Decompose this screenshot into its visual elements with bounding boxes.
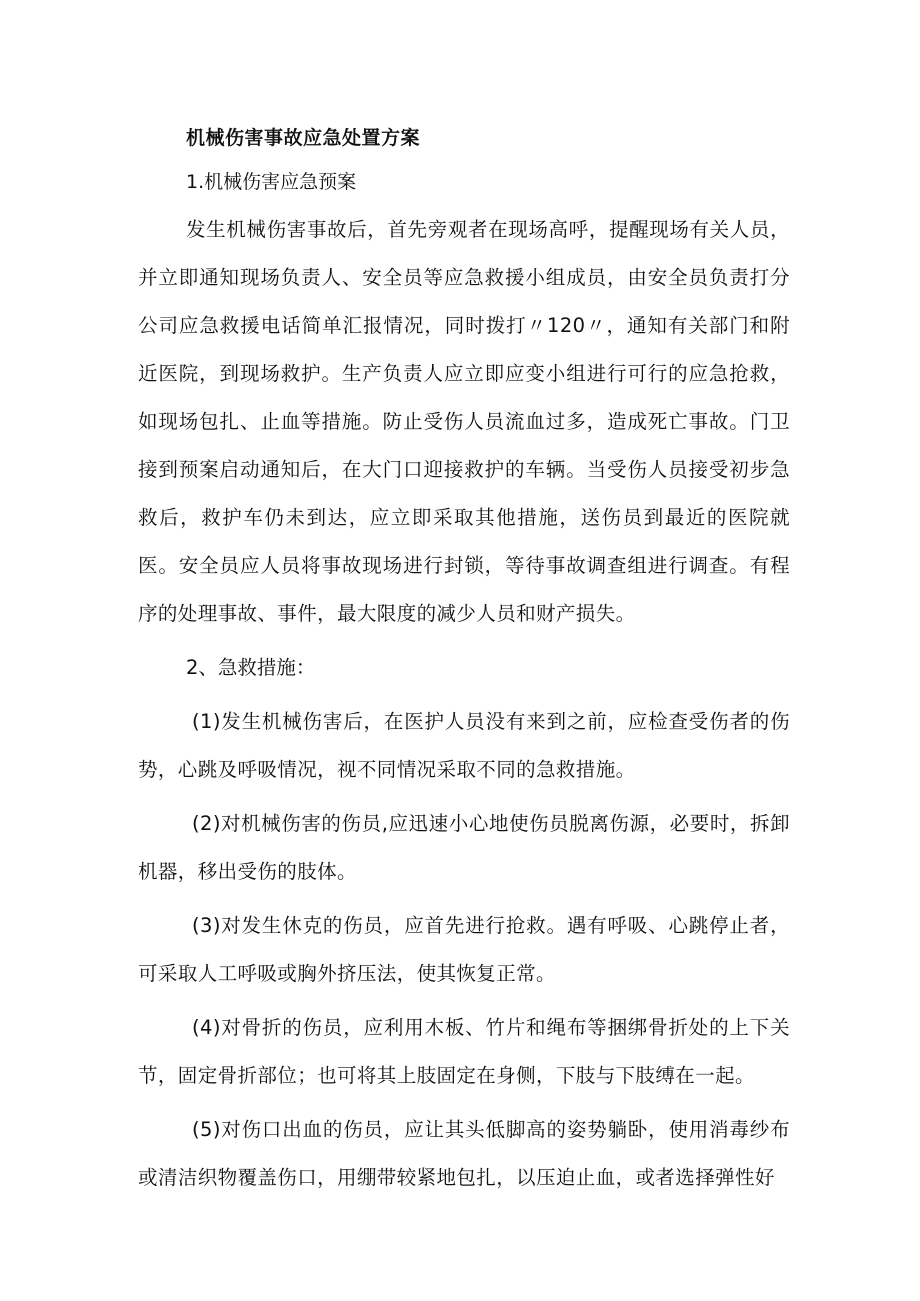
measure-item-2: (2)对机械伤害的伤员,应迅速小心地使伤员脱离伤源，必要时，拆卸机器，移出受伤的肢体。 — [138, 812, 790, 883]
measure-item-5: (5)对伤口出血的伤员，应让其头低脚高的姿势躺卧，使用消毒纱布或清洁织物覆盖伤口，用绷带较紧地包扎，以压迫止血，或者选择弹性好 — [138, 1118, 790, 1189]
measure-item-4: (4)对骨折的伤员，应利用木板、竹片和绳布等捆绑骨折处的上下关节，固定骨折部位；也可将其上肢固定在身侧，下肢与下肢缚在一起。 — [138, 1016, 790, 1087]
measure-item-1: (1)发生机械伤害后，在医护人员没有来到之前，应检查受伤者的伤势，心跳及呼吸情况，视不同情况采取不同的急救措施。 — [138, 710, 790, 781]
section-1-body: 发生机械伤害事故后，首先旁观者在现场高呼，提醒现场有关人员，并立即通知现场负责人、安全员等应急救援小组成员，由安全员负责打分公司应急救援电话简单汇报情况，同时拨打〃120〃，通知有关部门和附近医院，到现场救护。生产负责人应立即应变小组进行可行的应急抢救，如现场包扎、止血等措施。防止受伤人员流血过多，造成死亡事故。门卫接到预案启动通知后，在大门口迎接救护的车辆。当受伤人员接受初步急救后，救护车仍未到达，应立即采取其他措施，送伤员到最近的医院就医。安全员应人员将事故现场进行封锁，等待事故调查组进行调查。有程序的处理事故、事件，最大限度的减少人员和财产损失。 — [138, 218, 790, 625]
measure-item-3: (3)对发生休克的伤员，应首先进行抢救。遇有呼吸、心跳停止者，可采取人工呼吸或胸外挤压法，使其恢复正常。 — [138, 914, 790, 985]
document-title: 机械伤害事故应急处置方案 — [186, 127, 421, 149]
document-content — [138, 118, 790, 1202]
section-2-heading: 2、急救措施： — [186, 656, 316, 679]
section-1-heading: 1.机械伤害应急预案 — [186, 171, 357, 193]
